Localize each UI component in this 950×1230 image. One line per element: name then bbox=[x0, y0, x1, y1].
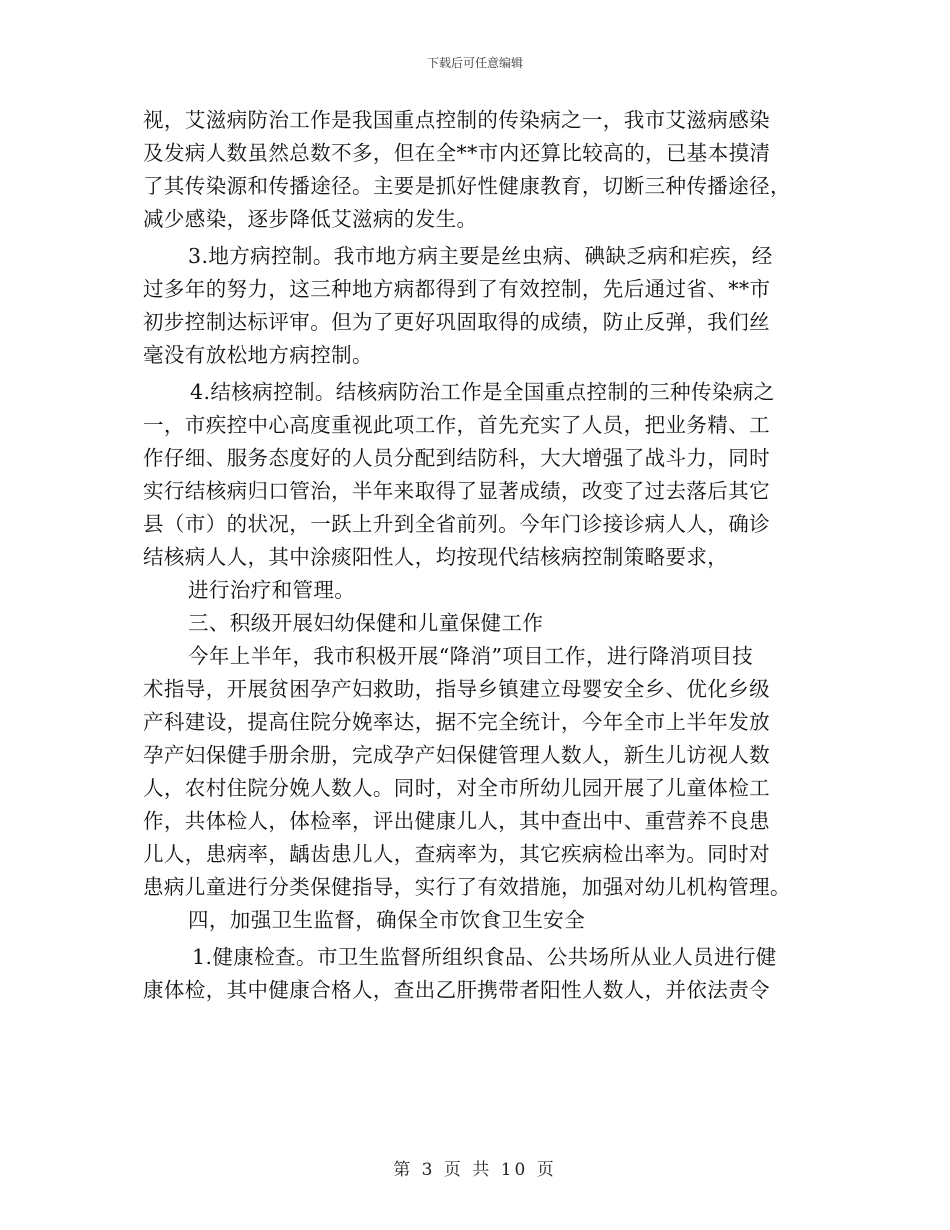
text-line: 过多年的努力，这三种地方病都得到了有效控制，先后通过省、**市 bbox=[143, 277, 771, 301]
text-line: 了其传染源和传播途径。主要是抓好性健康教育，切断三种传播途径， bbox=[143, 174, 791, 198]
text-line: 术指导，开展贫困孕产妇救助，指导乡镇建立母婴安全乡、优化乡级 bbox=[143, 677, 770, 701]
document-body bbox=[143, 104, 808, 1007]
text-line: 县（市）的状况，一跃上升到全省前列。今年门诊接诊病人人，确诊 bbox=[143, 512, 770, 536]
text-line: 实行结核病归口管治，半年来取得了显著成绩，改变了过去落后其它 bbox=[143, 479, 770, 503]
section-heading-maternal-child bbox=[143, 607, 808, 640]
text-line: 人，农村住院分娩人数人。同时，对全市所幼儿园开展了儿童体检工 bbox=[143, 776, 770, 800]
paragraph-maternal-child-health bbox=[143, 640, 808, 904]
paragraph-health-check bbox=[143, 941, 808, 1007]
paragraph-tuberculosis bbox=[143, 376, 808, 574]
section-heading-health-supervision bbox=[143, 904, 808, 937]
text-line: 视，艾滋病防治工作是我国重点控制的传染病之一，我市艾滋病感染 bbox=[143, 108, 770, 132]
text-line: 孕产妇保健手册余册，完成孕产妇保健管理人数人，新生儿访视人数 bbox=[143, 743, 770, 767]
text-line: 一，市疾控中心高度重视此项工作，首先充实了人员，把业务精、工 bbox=[143, 413, 770, 437]
text-line: 产科建设，提高住院分娩率达，据不完全统计，今年全市上半年发放 bbox=[143, 710, 770, 734]
text-line: 作，共体检人，体检率，评出健康儿人，其中查出中、重营养不良患 bbox=[143, 809, 770, 833]
paragraph-aids-control bbox=[143, 104, 808, 236]
text-line: 结核病人人，其中涂痰阳性人，均按现代结核病控制策略要求， bbox=[143, 545, 729, 569]
page-footer: 第 3 页 共 10 页 bbox=[393, 1160, 557, 1180]
text-line: 初步控制达标评审。但为了更好巩固取得的成绩，防止反弹，我们丝 bbox=[143, 310, 770, 334]
paragraph-endemic-disease bbox=[143, 240, 808, 372]
text-line: 毫没有放松地方病控制。 bbox=[143, 343, 373, 367]
text-line: 作仔细、服务态度好的人员分配到结防科，大大增强了战斗力，同时 bbox=[143, 446, 770, 470]
section-heading: 四，加强卫生监督，确保全市饮食卫生安全 bbox=[188, 908, 586, 932]
text-line: 今年上半年，我市积极开展“降消”项目工作，进行降消项目技 bbox=[188, 644, 754, 668]
text-line: 减少感染，逐步降低艾滋病的发生。 bbox=[143, 207, 478, 231]
text-line: 4.结核病控制。结核病防治工作是全国重点控制的三种传染病之 bbox=[190, 380, 775, 404]
text-line: 及发病人数虽然总数不多，但在全**市内还算比较高的，已基本摸清 bbox=[143, 141, 771, 165]
text-line: 3.地方病控制。我市地方病主要是丝虫病、碘缺乏病和疟疾，经 bbox=[188, 244, 773, 268]
paragraph-treatment bbox=[143, 574, 808, 607]
text-line: 进行治疗和管理。 bbox=[188, 578, 356, 602]
text-line: 1.健康检查。市卫生监督所组织食品、公共场所从业人员进行健 bbox=[192, 945, 777, 969]
page-header: 下载后可任意编辑 bbox=[426, 56, 523, 70]
text-line: 康体检，其中健康合格人，查出乙肝携带者阳性人数人，并依法责令 bbox=[143, 978, 770, 1002]
text-line: 儿人，患病率，龋齿患儿人，查病率为，其它疾病检出率为。同时对 bbox=[143, 842, 770, 866]
section-heading: 三、积级开展妇幼保健和儿童保健工作 bbox=[188, 611, 544, 635]
text-line: 患病儿童进行分类保健指导，实行了有效措施，加强对幼儿机构管理。 bbox=[143, 875, 791, 899]
